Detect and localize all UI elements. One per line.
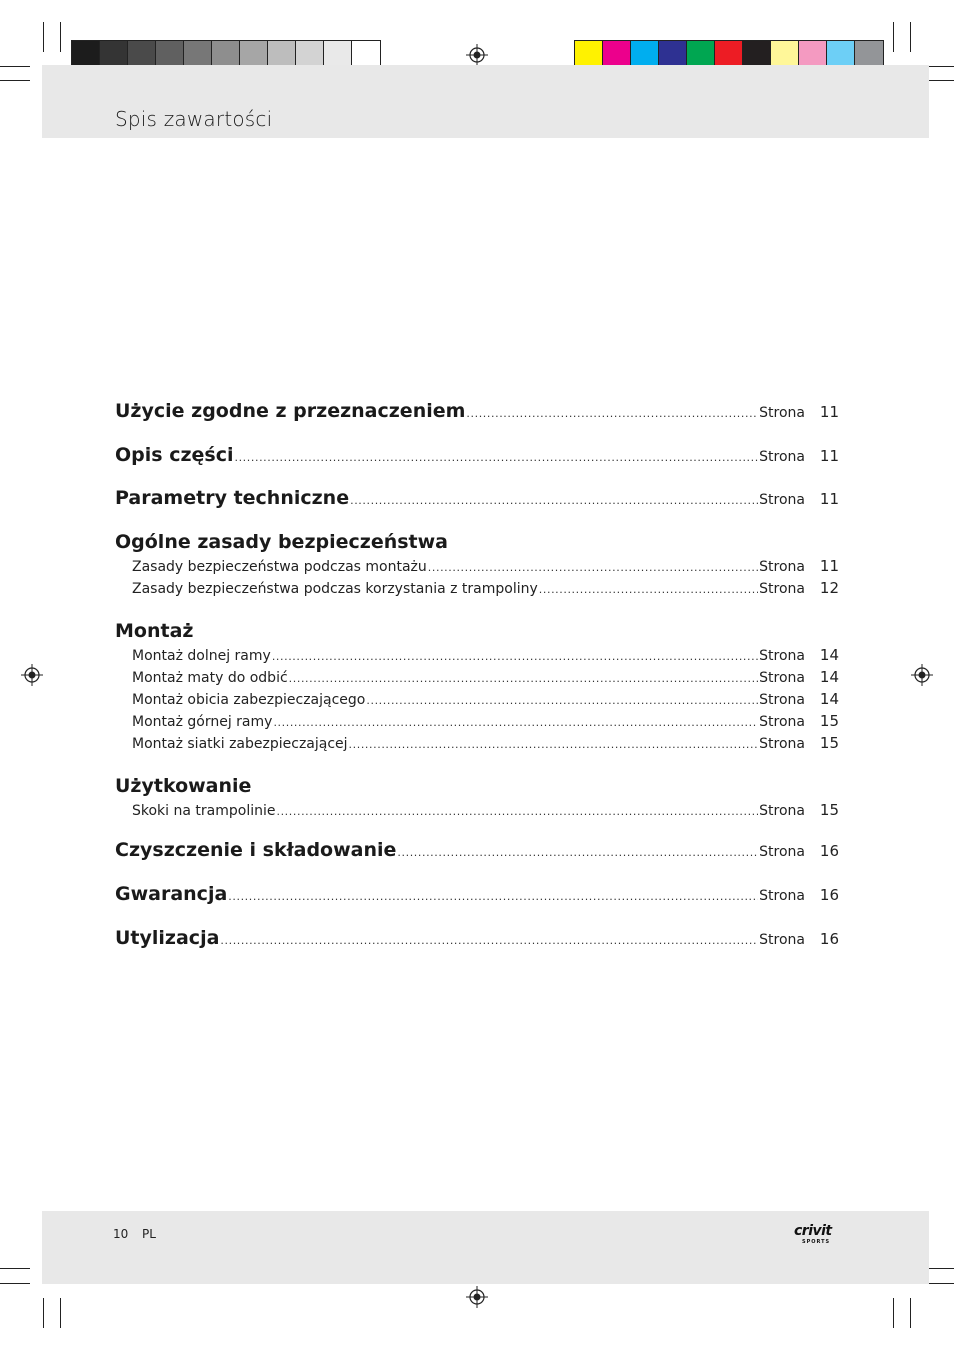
toc-page-number: 15 [819, 734, 839, 752]
brand-name: crivit [794, 1223, 832, 1239]
table-of-contents [115, 400, 839, 955]
crop-mark [43, 22, 44, 52]
toc-entry-technical-data[interactable] [115, 487, 839, 515]
toc-page-number: 16 [819, 886, 839, 904]
toc-entry-label: Montaż górnej ramy [132, 714, 273, 730]
toc-entry-parts-description[interactable] [115, 444, 839, 472]
leader-dots [349, 738, 759, 751]
crop-mark [893, 1298, 894, 1328]
toc-strona-label: Strona [759, 492, 805, 508]
toc-entry-warranty[interactable] [115, 883, 839, 911]
toc-section-heading-safety[interactable]: Ogólne zasady bezpieczeństwa [115, 531, 449, 553]
crop-mark [60, 1298, 61, 1328]
toc-entry-label: Montaż dolnej ramy [132, 648, 271, 664]
header-band [42, 65, 929, 138]
toc-page-number: 16 [819, 842, 839, 860]
toc-sub-entry[interactable] [115, 668, 839, 690]
leader-dots [234, 451, 758, 464]
toc-page-number: 11 [819, 403, 839, 421]
toc-section-heading-usage[interactable]: Użytkowanie [115, 775, 252, 797]
toc-page-number: 12 [819, 579, 839, 597]
crop-mark [910, 22, 911, 52]
leader-dots [276, 805, 758, 818]
toc-strona-label: Strona [759, 559, 805, 575]
toc-strona-label: Strona [759, 692, 805, 708]
toc-page-number: 16 [819, 930, 839, 948]
leader-dots [289, 672, 759, 685]
toc-sub-entry[interactable] [115, 712, 839, 734]
leader-dots [428, 561, 758, 574]
toc-page-number: 15 [819, 712, 839, 730]
toc-strona-label: Strona [759, 932, 805, 948]
toc-entry-label: Skoki na trampolinie [132, 803, 276, 819]
toc-entry-label: Zasady bezpieczeństwa podczas montażu [132, 559, 427, 575]
toc-strona-label: Strona [759, 648, 805, 664]
leader-dots [397, 846, 758, 859]
toc-entry-label: Zasady bezpieczeństwa podczas korzystania z trampoliny [132, 581, 538, 597]
leader-dots [273, 716, 758, 729]
toc-page-number: 14 [819, 646, 839, 664]
registration-mark-icon [466, 44, 488, 66]
toc-strona-label: Strona [759, 449, 805, 465]
toc-entry-label: Montaż maty do odbić [132, 670, 288, 686]
toc-entry-label: Montaż siatki zabezpieczającej [132, 736, 348, 752]
brand-logo [794, 1223, 840, 1245]
toc-sub-entry[interactable] [115, 557, 839, 579]
toc-page-number: 14 [819, 690, 839, 708]
toc-sub-entry[interactable] [115, 801, 839, 823]
toc-section-heading-assembly[interactable]: Montaż [115, 620, 194, 642]
crop-mark [0, 1283, 30, 1284]
footer-language-code: PL [142, 1227, 156, 1241]
toc-entry-label: Opis części [115, 444, 234, 466]
toc-page-number: 14 [819, 668, 839, 686]
crop-mark [0, 80, 30, 81]
toc-sub-entry[interactable] [115, 579, 839, 601]
crop-mark [43, 1298, 44, 1328]
toc-strona-label: Strona [759, 803, 805, 819]
toc-entry-cleaning-storage[interactable] [115, 839, 839, 867]
crop-mark [0, 66, 30, 67]
leader-dots [539, 583, 758, 596]
toc-entry-intended-use[interactable] [115, 400, 839, 428]
toc-entry-label: Gwarancja [115, 883, 228, 905]
toc-entry-label: Użycie zgodne z przeznaczeniem [115, 400, 466, 422]
registration-mark-icon [21, 664, 43, 686]
toc-entry-label: Utylizacja [115, 927, 220, 949]
crop-mark [910, 1298, 911, 1328]
toc-strona-label: Strona [759, 670, 805, 686]
toc-strona-label: Strona [759, 405, 805, 421]
toc-entry-disposal[interactable] [115, 927, 839, 955]
toc-page-number: 11 [819, 447, 839, 465]
registration-mark-icon [466, 1286, 488, 1308]
footer-band [42, 1211, 929, 1284]
toc-page-number: 11 [819, 557, 839, 575]
leader-dots [350, 494, 758, 507]
leader-dots [272, 650, 758, 663]
toc-sub-entry[interactable] [115, 734, 839, 756]
leader-dots [220, 934, 758, 947]
crop-mark [60, 22, 61, 52]
toc-page-number: 15 [819, 801, 839, 819]
toc-entry-label: Czyszczenie i składowanie [115, 839, 397, 861]
leader-dots [366, 694, 758, 707]
footer-page-number: 10 [113, 1227, 129, 1241]
crop-mark [893, 22, 894, 52]
toc-entry-label: Montaż obicia zabezpieczającego [132, 692, 366, 708]
toc-strona-label: Strona [759, 581, 805, 597]
toc-page-number: 11 [819, 490, 839, 508]
leader-dots [228, 890, 758, 903]
page-title: Spis zawartości [115, 107, 273, 131]
toc-strona-label: Strona [759, 736, 805, 752]
toc-strona-label: Strona [759, 888, 805, 904]
crop-mark [0, 1268, 30, 1269]
toc-sub-entry[interactable] [115, 690, 839, 712]
registration-mark-icon [911, 664, 933, 686]
toc-strona-label: Strona [759, 714, 805, 730]
toc-entry-label: Parametry techniczne [115, 487, 350, 509]
leader-dots [466, 407, 758, 420]
brand-tagline: SPORTS [802, 1239, 831, 1245]
toc-strona-label: Strona [759, 844, 805, 860]
toc-sub-entry[interactable] [115, 646, 839, 668]
